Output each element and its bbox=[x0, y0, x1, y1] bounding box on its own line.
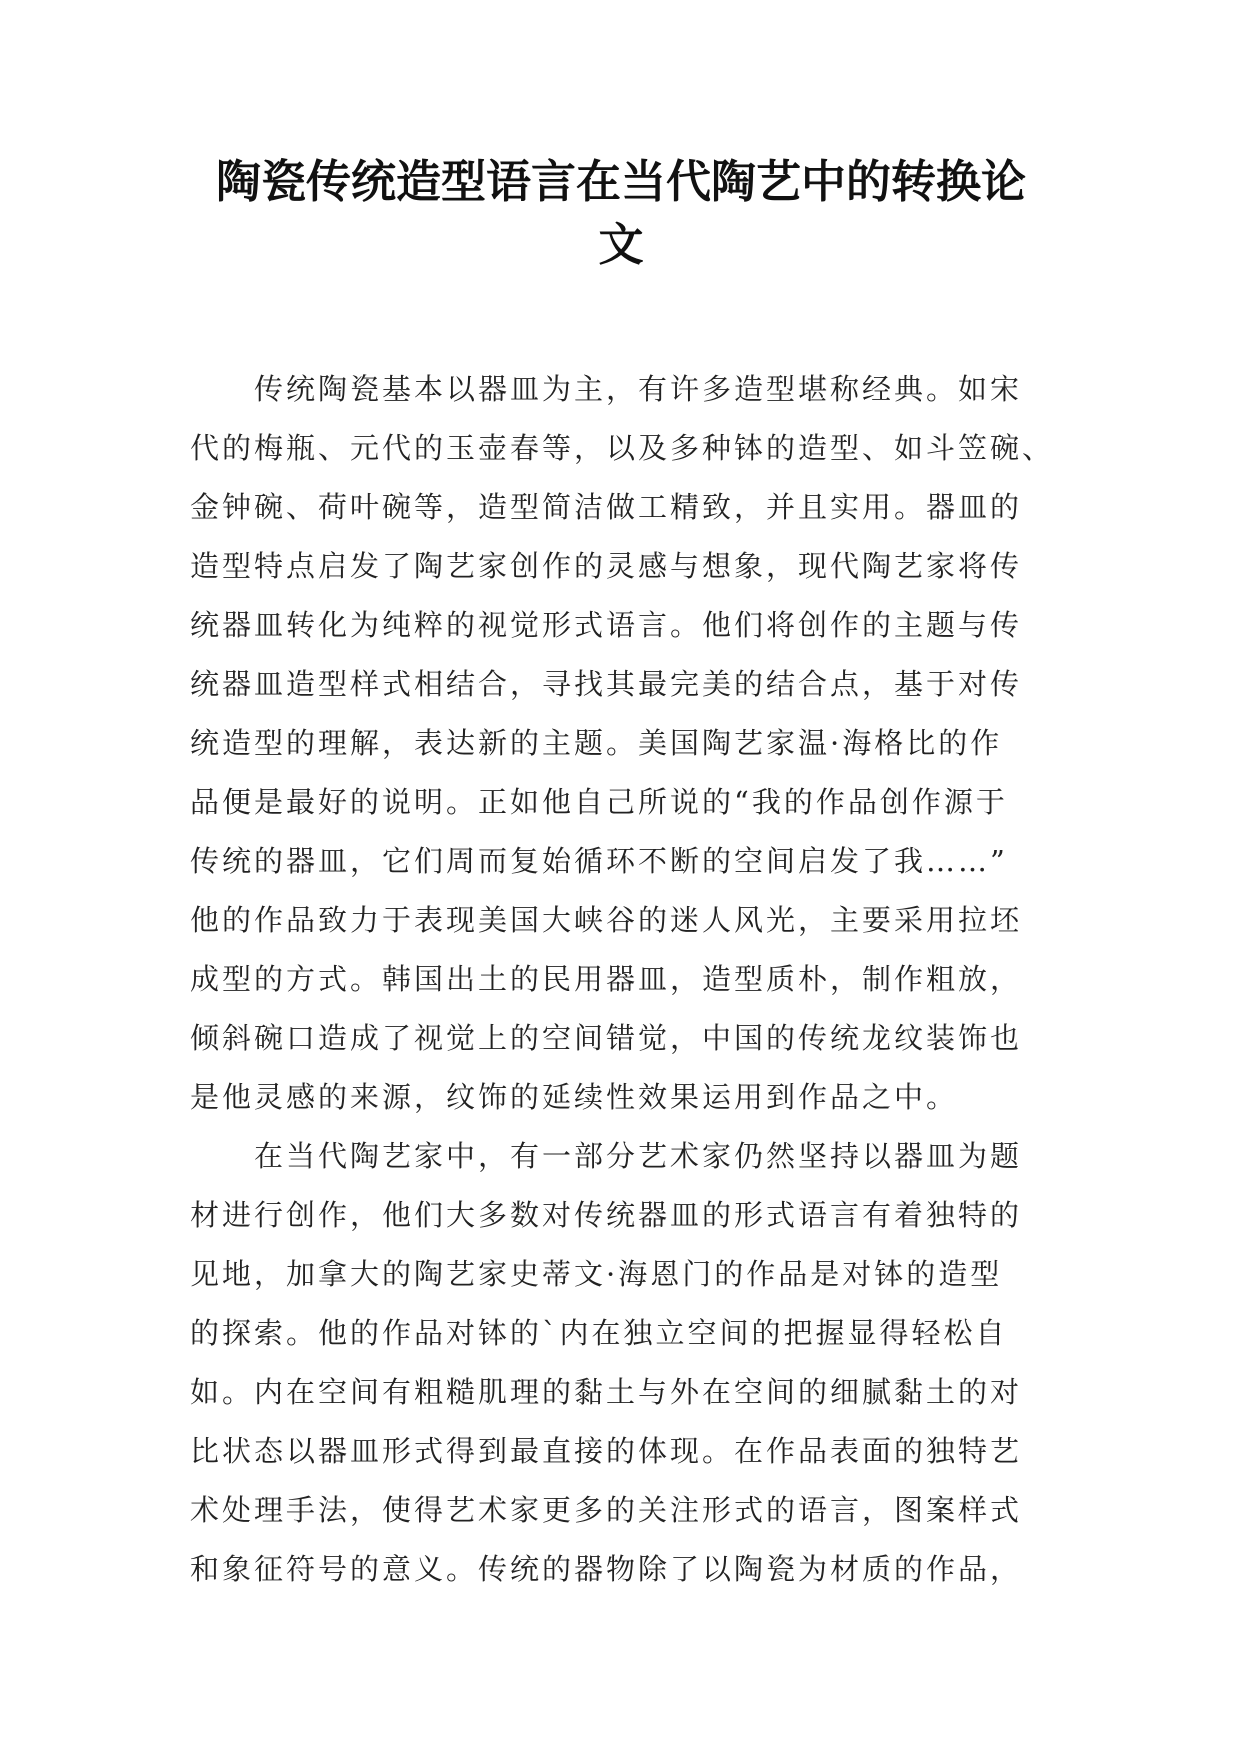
paragraph-line: 和象征符号的意义。传统的器物除了以陶瓷为材质的作品， bbox=[190, 1552, 1023, 1586]
paragraph-line: 材进行创作，他们大多数对传统器皿的形式语言有着独特的 bbox=[190, 1198, 1023, 1232]
paragraph-line: 术处理手法，使得艺术家更多的关注形式的语言，图案样式 bbox=[190, 1493, 1023, 1527]
document-title bbox=[190, 150, 1052, 276]
title-line-2: 文 bbox=[598, 218, 644, 271]
paragraph-line: 见地，加拿大的陶艺家史蒂文·海恩门的作品是对钵的造型 bbox=[190, 1257, 1003, 1291]
paragraph-line: 如。内在空间有粗糙肌理的黏土与外在空间的细腻黏土的对 bbox=[190, 1375, 1023, 1409]
paragraph-line: 传统陶瓷基本以器皿为主，有许多造型堪称经典。如宋 bbox=[190, 372, 1023, 406]
paragraph-line: 在当代陶艺家中，有一部分艺术家仍然坚持以器皿为题 bbox=[190, 1139, 1023, 1173]
paragraph-line: 倾斜碗口造成了视觉上的空间错觉，中国的传统龙纹装饰也 bbox=[190, 1021, 1023, 1055]
document-body bbox=[190, 360, 1055, 1599]
paragraph-line: 造型特点启发了陶艺家创作的灵感与想象，现代陶艺家将传 bbox=[190, 549, 1023, 583]
paragraph-line: 统器皿造型样式相结合，寻找其最完美的结合点，基于对传 bbox=[190, 667, 1023, 701]
paragraph-line: 成型的方式。韩国出土的民用器皿，造型质朴，制作粗放， bbox=[190, 962, 1023, 996]
paragraph-2 bbox=[190, 1127, 1052, 1599]
paragraph-line: 的探索。他的作品对钵的`内在独立空间的把握显得轻松自 bbox=[190, 1316, 1008, 1350]
paragraph-line: 统造型的理解，表达新的主题。美国陶艺家温·海格比的作 bbox=[190, 726, 1003, 760]
paragraph-line: 代的梅瓶、元代的玉壶春等，以及多种钵的造型、如斗笠碗、 bbox=[190, 431, 1055, 465]
paragraph-line: 统器皿转化为纯粹的视觉形式语言。他们将创作的主题与传 bbox=[190, 608, 1023, 642]
title-line-1: 陶瓷传统造型语言在当代陶艺中的转换论 bbox=[215, 155, 1026, 208]
paragraph-1 bbox=[190, 360, 1055, 1127]
paragraph-line: 传统的器皿，它们周而复始循环不断的空间启发了我……” bbox=[190, 844, 1008, 878]
paragraph-line: 是他灵感的来源，纹饰的延续性效果运用到作品之中。 bbox=[190, 1080, 959, 1114]
paragraph-line: 比状态以器皿形式得到最直接的体现。在作品表面的独特艺 bbox=[190, 1434, 1023, 1468]
paragraph-line: 品便是最好的说明。正如他自己所说的“我的作品创作源于 bbox=[190, 785, 1008, 819]
paragraph-line: 他的作品致力于表现美国大峡谷的迷人风光，主要采用拉坯 bbox=[190, 903, 1023, 937]
paragraph-line: 金钟碗、荷叶碗等，造型简洁做工精致，并且实用。器皿的 bbox=[190, 490, 1023, 524]
